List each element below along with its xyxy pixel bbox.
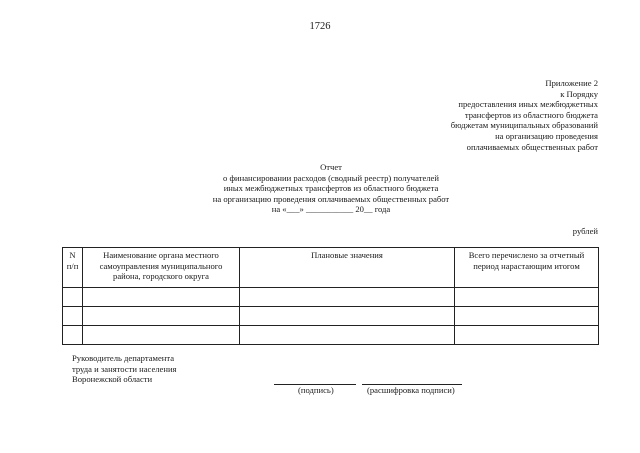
table-cell [63,326,83,345]
table-cell [240,288,455,307]
appendix-line: на организацию проведения [495,130,598,141]
table-cell [83,326,240,345]
table-cell [240,326,455,345]
column-header-organ-name: Наименование органа местного самоуправления муниципального района, городского округа [83,248,240,288]
report-table [62,247,599,345]
appendix-line: бюджетам муниципальных образований [450,120,598,131]
signature-decoding-caption: (расшифровка подписи) [367,385,455,395]
table-row [63,288,599,307]
report-title-line: Отчет [320,162,342,172]
appendix-line: предоставления иных межбюджетных [458,99,598,110]
signatory-position-line: труда и занятости населения [72,363,177,374]
currency-label: рублей [572,226,598,236]
appendix-block [451,78,598,152]
table-cell [63,288,83,307]
column-header-number: N п/п [63,248,83,288]
report-title [200,162,462,215]
table-cell [455,326,599,345]
column-header-planned-values: Плановые значения [240,248,455,288]
signatory-position-line: Воронежской области [72,374,153,385]
table-cell [83,288,240,307]
table-header-row [63,248,599,288]
table-cell [240,307,455,326]
signatory-position-line: Руководитель департамента [72,353,175,363]
table-cell [455,288,599,307]
table-row [63,326,599,345]
signature-caption: (подпись) [298,385,334,395]
appendix-line: трансфертов из областного бюджета [464,109,598,120]
table-cell [83,307,240,326]
table-row [63,307,599,326]
column-header-total-transferred: Всего перечислено за отчетный период нарастающим итогом [455,248,599,288]
appendix-line: к Порядку [560,88,598,99]
report-title-line: на организацию проведения оплачиваемых общественных работ [212,193,450,204]
report-title-line: иных межбюджетных трансфертов из областного бюджета [223,183,439,194]
page-number: 1726 [309,21,331,32]
table-cell [63,307,83,326]
report-title-line: о финансировании расходов (сводный реестр) получателей [223,172,439,183]
table-cell [455,307,599,326]
signatory-block [72,353,177,385]
appendix-line: оплачиваемых общественных работ [466,141,598,152]
appendix-line: Приложение 2 [545,78,598,88]
report-date-line: на «___» ___________ 20__ года [271,204,391,215]
